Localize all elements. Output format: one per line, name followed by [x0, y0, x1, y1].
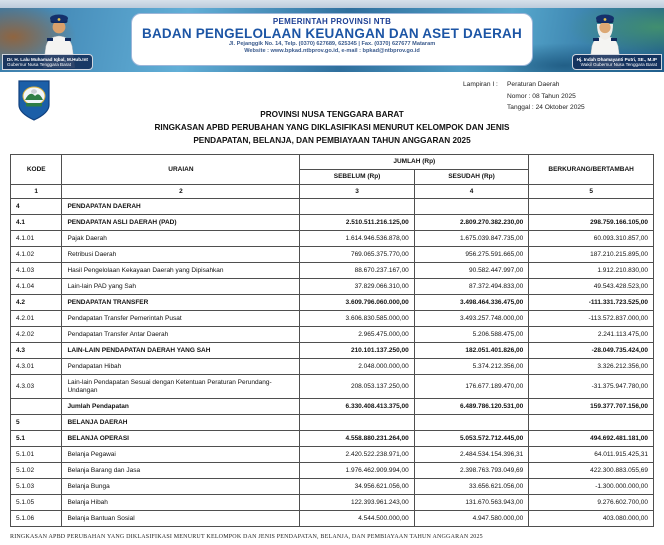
table-row — [11, 311, 654, 327]
row-description: Pendapatan Hibah — [62, 359, 300, 375]
col-number-3: 3 — [300, 185, 414, 199]
col-header-kode: KODE — [11, 155, 62, 185]
row-description: Belanja Barang dan Jasa — [62, 463, 300, 479]
vice-governor-name-tag — [572, 54, 662, 70]
row-after-amount: 33.656.621.056,00 — [414, 479, 528, 495]
col-header-jumlah: JUMLAH (Rp) — [300, 155, 529, 170]
row-code: 5.1.03 — [11, 479, 62, 495]
row-code: 5.1.06 — [11, 511, 62, 527]
row-before-amount: 34.956.621.056,00 — [300, 479, 414, 495]
row-description: Retribusi Daerah — [62, 247, 300, 263]
doc-title-line2: RINGKASAN APBD PERUBAHAN YANG DIKLASIFIKASI MENURUT KELOMPOK DAN JENIS — [154, 123, 510, 132]
row-code: 4.1.04 — [11, 279, 62, 295]
row-change-amount: -28.049.735.424,00 — [529, 343, 654, 359]
row-code: 4.3.03 — [11, 375, 62, 399]
row-change-amount: 422.300.883.055,69 — [529, 463, 654, 479]
row-description: BELANJA DAERAH — [62, 415, 300, 431]
row-description: Belanja Bunga — [62, 479, 300, 495]
table-row — [11, 231, 654, 247]
table-row — [11, 215, 654, 231]
agency-name: BADAN PENGELOLAAN KEUANGAN DAN ASET DAERAH — [142, 26, 522, 41]
row-change-amount: 494.692.481.181,00 — [529, 431, 654, 447]
row-after-amount: 87.372.494.833,00 — [414, 279, 528, 295]
table-row — [11, 359, 654, 375]
agency-website: Website : www.bpkad.ntbprov.go.id, e-mail : bpkad@ntbprov.go.id — [244, 47, 420, 54]
row-change-amount: 3.326.212.356,00 — [529, 359, 654, 375]
table-row — [11, 247, 654, 263]
row-code: 5 — [11, 415, 62, 431]
row-after-amount: 5.053.572.712.445,00 — [414, 431, 528, 447]
table-row — [11, 295, 654, 311]
table-row — [11, 415, 654, 431]
row-change-amount — [529, 199, 654, 215]
row-description: Belanja Pegawai — [62, 447, 300, 463]
row-after-amount — [414, 199, 528, 215]
row-before-amount: 1.976.462.909.994,00 — [300, 463, 414, 479]
table-row — [11, 375, 654, 399]
row-change-amount — [529, 415, 654, 431]
col-number-5: 5 — [529, 185, 654, 199]
row-after-amount — [414, 415, 528, 431]
table-row — [11, 495, 654, 511]
row-before-amount: 2.965.475.000,00 — [300, 327, 414, 343]
col-header-sebelum: SEBELUM (Rp) — [300, 170, 414, 185]
row-code: 4.1.03 — [11, 263, 62, 279]
governor-photo — [0, 8, 118, 72]
row-code: 5.1.01 — [11, 447, 62, 463]
table-row — [11, 263, 654, 279]
row-before-amount: 769.065.375.770,00 — [300, 247, 414, 263]
row-description: Belanja Hibah — [62, 495, 300, 511]
table-row — [11, 343, 654, 359]
row-code: 5.1.05 — [11, 495, 62, 511]
row-before-amount: 208.053.137.250,00 — [300, 375, 414, 399]
lampiran-line-2: Nomor : 08 Tahun 2025 — [507, 92, 576, 100]
row-after-amount: 956.275.591.665,00 — [414, 247, 528, 263]
col-number-1: 1 — [11, 185, 62, 199]
row-after-amount: 182.051.401.826,00 — [414, 343, 528, 359]
row-before-amount: 210.101.137.250,00 — [300, 343, 414, 359]
doc-title-line1: PROVINSI NUSA TENGGARA BARAT — [260, 110, 404, 119]
table-row — [11, 511, 654, 527]
row-code: 4.3 — [11, 343, 62, 359]
doc-title-line3: PENDAPATAN, BELANJA, DAN PEMBIAYAAN TAHUN ANGGARAN 2025 — [193, 136, 471, 145]
row-description: Lain-lain Pendapatan Sesuai dengan Ketentuan Peraturan Perundang-Undangan — [62, 375, 300, 399]
lampiran-label: Lampiran I : — [463, 81, 498, 88]
document-head — [0, 72, 664, 150]
row-before-amount: 4.558.880.231.264,00 — [300, 431, 414, 447]
lampiran-line-1: Peraturan Daerah — [507, 81, 560, 88]
row-after-amount: 3.498.464.336.475,00 — [414, 295, 528, 311]
row-code: 5.1.02 — [11, 463, 62, 479]
row-after-amount: 2.398.763.793.049,69 — [414, 463, 528, 479]
row-before-amount: 2.420.522.238.971,00 — [300, 447, 414, 463]
row-code: 4.3.01 — [11, 359, 62, 375]
row-change-amount: 60.093.310.857,00 — [529, 231, 654, 247]
row-change-amount: 1.912.210.830,00 — [529, 263, 654, 279]
budget-table-body — [11, 199, 654, 527]
government-name: PEMERINTAH PROVINSI NTB — [272, 17, 392, 26]
row-change-amount: 298.759.166.105,00 — [529, 215, 654, 231]
footer-caption: RINGKASAN APBD PERUBAHAN YANG DIKLASIFIKASI MENURUT KELOMPOK DAN JENIS PENDAPATAN, BELANJA, DAN PEMBIAYAAN TAHUN ANGGARAN 2025 — [10, 534, 483, 540]
agency-letterhead-box — [131, 13, 533, 66]
row-after-amount: 1.675.039.847.735,00 — [414, 231, 528, 247]
row-after-amount: 131.670.563.943,00 — [414, 495, 528, 511]
row-after-amount: 4.947.580.000,00 — [414, 511, 528, 527]
row-before-amount: 1.614.946.536.878,00 — [300, 231, 414, 247]
row-change-amount: 159.377.707.156,00 — [529, 399, 654, 415]
row-change-amount: -1.300.000.000,00 — [529, 479, 654, 495]
table-row — [11, 479, 654, 495]
table-row — [11, 431, 654, 447]
governor-name-tag — [2, 54, 93, 70]
row-before-amount — [300, 199, 414, 215]
col-header-uraian: URAIAN — [62, 155, 300, 185]
row-description: LAIN-LAIN PENDAPATAN DAERAH YANG SAH — [62, 343, 300, 359]
row-change-amount: 64.011.915.425,31 — [529, 447, 654, 463]
row-code: 5.1 — [11, 431, 62, 447]
agency-address: Jl. Pejanggik No. 14, Telp. (0370) 627689, 625345 | Fax. (0370) 627677 Mataram — [228, 41, 436, 47]
row-after-amount: 5.206.588.475,00 — [414, 327, 528, 343]
row-after-amount: 176.677.189.470,00 — [414, 375, 528, 399]
row-description: Hasil Pengelolaan Kekayaan Daerah yang Dipisahkan — [62, 263, 300, 279]
row-code: 4.1 — [11, 215, 62, 231]
letterhead-banner — [0, 8, 664, 72]
document-title — [0, 108, 664, 147]
budget-table — [10, 154, 654, 527]
row-code: 4.2.01 — [11, 311, 62, 327]
row-before-amount: 122.393.961.243,00 — [300, 495, 414, 511]
row-change-amount: 403.080.000,00 — [529, 511, 654, 527]
row-code: 4.2 — [11, 295, 62, 311]
row-description: Pendapatan Transfer Antar Daerah — [62, 327, 300, 343]
row-after-amount: 6.489.786.120.531,00 — [414, 399, 528, 415]
row-before-amount: 3.609.796.060.000,00 — [300, 295, 414, 311]
row-description: Pajak Daerah — [62, 231, 300, 247]
row-description: PENDAPATAN TRANSFER — [62, 295, 300, 311]
row-change-amount: 49.543.428.523,00 — [529, 279, 654, 295]
table-row — [11, 327, 654, 343]
row-before-amount: 2.510.511.216.125,00 — [300, 215, 414, 231]
table-row — [11, 463, 654, 479]
row-code: 4.1.01 — [11, 231, 62, 247]
row-after-amount: 2.484.534.154.396,31 — [414, 447, 528, 463]
row-change-amount: 187.210.215.895,00 — [529, 247, 654, 263]
row-after-amount: 5.374.212.356,00 — [414, 359, 528, 375]
row-description: PENDAPATAN DAERAH — [62, 199, 300, 215]
row-change-amount: -111.331.723.525,00 — [529, 295, 654, 311]
governor-title-label: Gubernur Nusa Tenggara Barat — [7, 62, 72, 68]
row-change-amount: 2.241.113.475,00 — [529, 327, 654, 343]
col-number-2: 2 — [62, 185, 300, 199]
row-change-amount: -31.375.947.780,00 — [529, 375, 654, 399]
row-before-amount — [300, 415, 414, 431]
row-after-amount: 90.582.447.997,00 — [414, 263, 528, 279]
page-top-strip — [0, 0, 664, 8]
row-after-amount: 2.809.270.382.230,00 — [414, 215, 528, 231]
row-change-amount: -113.572.837.000,00 — [529, 311, 654, 327]
row-description: Belanja Bantuan Sosial — [62, 511, 300, 527]
lampiran-line-3: Tanggal : 24 Oktober 2025 — [507, 104, 585, 111]
row-description: Jumlah Pendapatan — [62, 399, 300, 415]
col-header-berkurang: BERKURANG/BERTAMBAH — [529, 155, 654, 185]
row-before-amount: 4.544.500.000,00 — [300, 511, 414, 527]
row-before-amount: 3.606.830.585.000,00 — [300, 311, 414, 327]
governor-name-label: Dr. H. Lalu Muhamad Iqbal, M.Hub.Int — [7, 56, 88, 62]
row-description: Pendapatan Transfer Pemerintah Pusat — [62, 311, 300, 327]
row-change-amount: 9.276.602.700,00 — [529, 495, 654, 511]
row-code: 4.2.02 — [11, 327, 62, 343]
row-description: BELANJA OPERASI — [62, 431, 300, 447]
row-before-amount: 88.670.237.167,00 — [300, 263, 414, 279]
vice-governor-name-label: Hj. Indah Dhamayanti Putri, SE., M.IP — [576, 56, 657, 62]
col-number-4: 4 — [414, 185, 528, 199]
vice-governor-photo — [546, 8, 664, 72]
row-before-amount: 37.829.066.310,00 — [300, 279, 414, 295]
row-before-amount: 6.330.408.413.375,00 — [300, 399, 414, 415]
row-code — [11, 399, 62, 415]
table-row — [11, 447, 654, 463]
row-before-amount: 2.048.000.000,00 — [300, 359, 414, 375]
col-header-sesudah: SESUDAH (Rp) — [414, 170, 528, 185]
row-after-amount: 3.493.257.748.000,00 — [414, 311, 528, 327]
row-description: PENDAPATAN ASLI DAERAH (PAD) — [62, 215, 300, 231]
row-description: Lain-lain PAD yang Sah — [62, 279, 300, 295]
vice-governor-title-label: Wakil Gubernur Nusa Tenggara Barat — [580, 62, 657, 68]
table-row — [11, 399, 654, 415]
row-code: 4.1.02 — [11, 247, 62, 263]
row-code: 4 — [11, 199, 62, 215]
table-row — [11, 279, 654, 295]
table-row — [11, 199, 654, 215]
